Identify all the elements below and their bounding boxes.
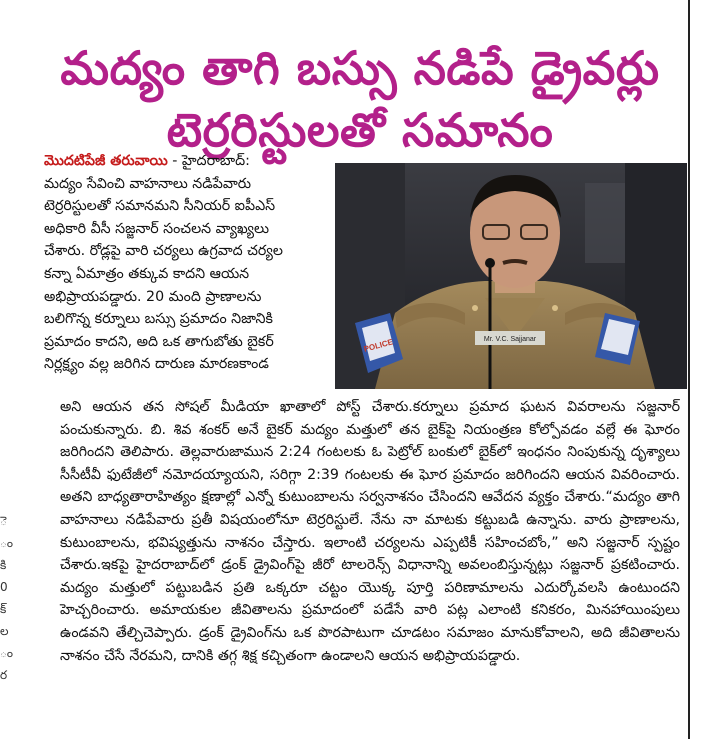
byline-separator: - [167,153,182,169]
fragment: కి [0,558,7,572]
badge-text: POLICE [362,337,394,354]
fragment: ర [0,668,8,682]
byline-source: మొదటిపేజీ తరువాయి [44,153,168,169]
headline-line-1: మద్యం తాగి బస్సు నడిపే డ్రైవర్లు [60,40,660,95]
body-column [60,396,680,667]
fragment: 0 [0,580,8,594]
left-column-fragments [0,510,14,686]
lead-line: అధికారి వీసీ సజ్జనార్ సంచలన వ్యాఖ్యలు [44,220,269,237]
lead-line: అభిప్రాయపడ్డారు. 20 మంది ప్రాణాలను [44,288,262,305]
lead-line: బలిగొన్న కర్నూలు బస్సు ప్రమాదం నిజానికి [44,311,273,328]
news-photo [335,163,687,389]
byline-place: హైదరాబాద్: [181,153,250,169]
lead-line: నిర్లక్ష్యం వల్ల జరిగిన దారుణ మారణకాండ [44,356,269,373]
body-paragraph: అని ఆయన తన సోషల్ మీడియా ఖాతాలో పోస్ట్ చేశారు.కర్నూలు ప్రమాద ఘటన వివరాలను సజ్జనార్ పంచుకున్నారు. బి. శివ శంకర్ అనే బైకర్ మద్యం మత్తులో తన బైక్‌పై నియంత్రణ కోల్పోవడం వల్లే ఈ ఘోరం జరిగిందని తెలిపారు. తెల్లవారుజామున 2:24 గంటలకు ఓ పెట్రోల్ బంకులో బైక్‌లో ఇంధనం నింపుకున్న దృశ్యాలు సీసీటీవీ ఫుటేజీలో నమోదయ్యాయని, సరిగ్గా 2:39 గంటలకు ఈ ఘోర ప్రమాదం జరిగిందని ఆయన వివరించారు. అతని బాధ్యతారాహిత్యం క్షణాల్లో ఎన్నో కుటుంబాలను సర్వనాశనం చేసిందని ఆవేదన వ్యక్తం చేశారు.“మద్యం తాగి వాహనాలు నడిపేవారు ప్రతీ విషయంలోనూ టెర్రరిస్టులే. నేను నా మాటకు కట్టుబడి ఉన్నాను. వారు ప్రాణాలను, కుటుంబాలను, భవిష్యత్తును నాశనం చేస్తారు. ఇలాంటి చర్యలను ఎప్పటికీ సహించబోం,” అని సజ్జనార్ స్పష్టం చేశారు.ఇకపై హైదరాబాద్‌లో డ్రంక్ డ్రైవింగ్‌పై జీరో టాలరెన్స్ విధానాన్ని అవలంబిస్తున్నట్లు సజ్జనార్ ప్రకటించారు. మద్యం మత్తులో పట్టుబడిన ప్రతి ఒక్కరూ చట్టం యొక్క పూర్తి పరిణామాలను ఎదుర్కోవలసి ఉంటుందని హెచ్చరించారు. అమాయకుల జీవితాలను ప్రమాదంలో పడేసే వారి పట్ల ఎలాంటి కనికరం, మినహాయింపులు ఉండవని తేల్చిచెప్పారు. డ్రంక్ డ్రైవింగ్‌ను ఒక పొరపాటుగా చూడటం సమాజం మానుకోవాలని, అది జీవితాలను నాశనం చేసే నేరమని, దానికి తగ్గ శిక్ష కచ్చితంగా ఉండాలని ఆయన అభిప్రాయపడ్డారు. [60,399,680,664]
fragment: ె [0,514,7,528]
lead-column [44,150,322,376]
headline-line-2: టెర్రరిస్టులతో సమానం [166,102,554,157]
lead-line: ప్రమాదం కాదని, అది ఒక తాగుబోతు బైకర్ [44,333,274,350]
fragment: క్ [0,602,7,616]
officer-photo-illustration [335,163,687,389]
lead-line: మద్యం సేవించి వాహనాలు నడిపేవారు [44,175,252,192]
lead-line: టెర్రరిస్టులతో సమానమని సీనియర్ ఐపీఎస్ [44,198,276,215]
fragment: ం [0,646,14,660]
byline [44,150,322,173]
headline [40,37,680,161]
nameplate-text: Mr. V.C. Sajjanar [483,336,537,343]
lead-line: చేశారు. రోడ్లపై వారి చర్యలు ఉగ్రవాద చర్యల [44,243,283,260]
lead-line: కన్నా ఏమాత్రం తక్కువ కాదని ఆయన [44,265,250,282]
fragment: ం [0,536,14,550]
fragment: ల [0,624,9,638]
